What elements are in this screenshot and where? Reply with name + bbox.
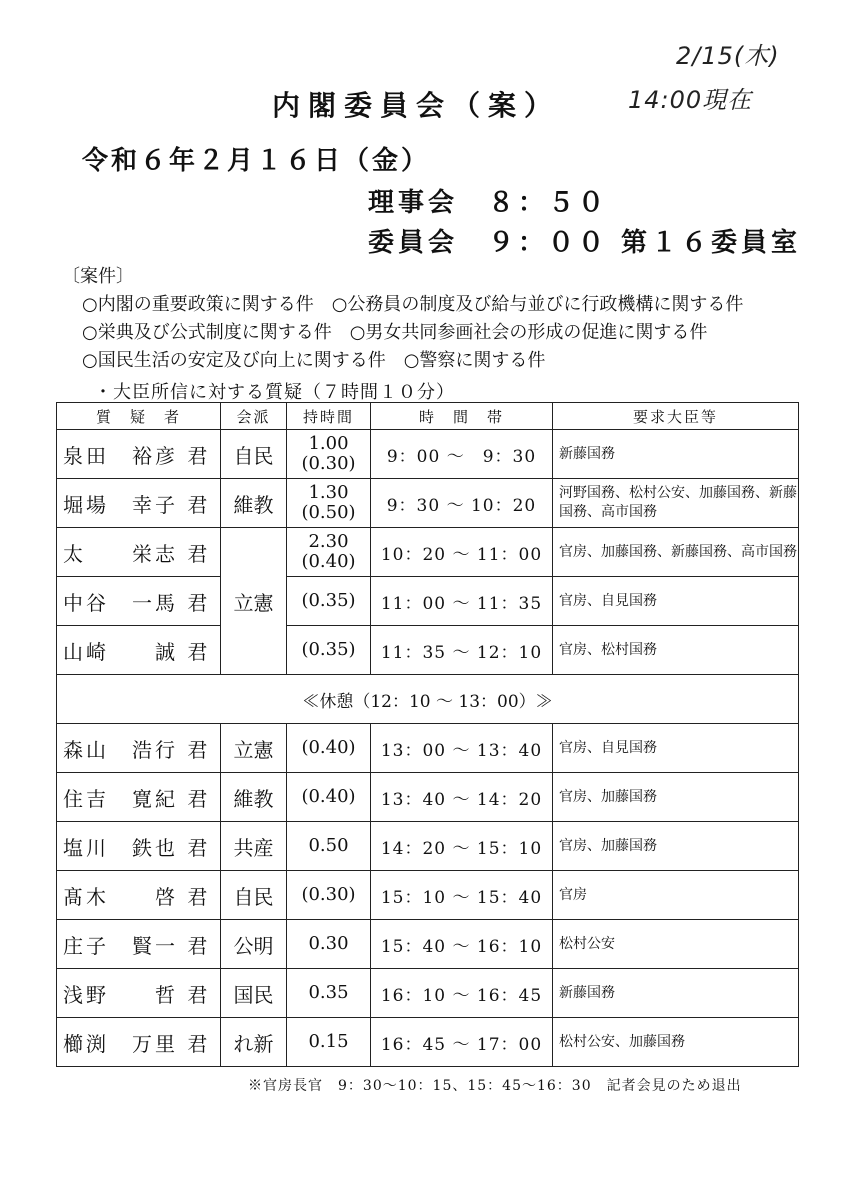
questioner-name: 中谷 一馬 君 [57, 577, 221, 626]
allotted-time: 0.15 [287, 1018, 371, 1067]
table-row [57, 626, 799, 675]
questioner-name: 庄子 賢一 君 [57, 920, 221, 969]
time-slot: 16：45 ～ 17：00 [371, 1018, 553, 1067]
table-row [57, 479, 799, 528]
table-row [57, 822, 799, 871]
time-slot: 11：00 ～ 11：35 [371, 577, 553, 626]
document-title: 内閣委員会（案） [272, 89, 561, 122]
questioner-name: 堀場 幸子 君 [57, 479, 221, 528]
agenda-heading: 〔案件〕 [62, 266, 134, 287]
break-label: ≪休憩（12：10 ～ 13：00）≫ [57, 675, 799, 724]
time-slot: 13：40 ～ 14：20 [371, 773, 553, 822]
header-time-slot: 時 間 帯 [371, 403, 553, 430]
allotted-time [287, 430, 371, 479]
time-slot: 14：20 ～ 15：10 [371, 822, 553, 871]
requested-ministers: 河野国務、松村公安、加藤国務、新藤国務、高市国務 [553, 479, 799, 528]
time-slot: 13：00 ～ 13：40 [371, 724, 553, 773]
requested-ministers: 官房 [553, 871, 799, 920]
table-row [57, 528, 799, 577]
party: 立憲 [221, 724, 287, 773]
break-row [57, 675, 799, 724]
allotted-time-sub: (0.30) [301, 453, 356, 474]
questioner-name: 浅野 哲 君 [57, 969, 221, 1018]
table-row [57, 430, 799, 479]
requested-ministers: 新藤国務 [553, 430, 799, 479]
allotted-time: 0.35 [287, 969, 371, 1018]
party: 自民 [221, 871, 287, 920]
party: 維教 [221, 773, 287, 822]
party: 維教 [221, 479, 287, 528]
party: れ新 [221, 1018, 287, 1067]
party: 国民 [221, 969, 287, 1018]
time-slot: 15：40 ～ 16：10 [371, 920, 553, 969]
allotted-time-main: 1.30 [308, 482, 349, 503]
allotted-time: (0.40) [287, 724, 371, 773]
party: 共産 [221, 822, 287, 871]
allotted-time: (0.30) [287, 871, 371, 920]
allotted-time: 0.50 [287, 822, 371, 871]
schedule-table [56, 402, 799, 1067]
questioner-name: 髙木 啓 君 [57, 871, 221, 920]
table-row [57, 773, 799, 822]
header-questioner: 質 疑 者 [57, 403, 221, 430]
handwritten-date: 2/15(木) [676, 42, 780, 70]
questioner-name: 山崎 誠 君 [57, 626, 221, 675]
header-party: 会派 [221, 403, 287, 430]
requested-ministers: 官房、加藤国務、新藤国務、高市国務 [553, 528, 799, 577]
questioner-name: 泉田 裕彦 君 [57, 430, 221, 479]
agenda-item: ○栄典及び公式制度に関する件 ○男女共同参画社会の形成の促進に関する件 [82, 322, 708, 343]
time-slot: 11：35 ～ 12：10 [371, 626, 553, 675]
handwritten-time: 14:00現在 [628, 86, 753, 114]
requested-ministers: 官房、松村国務 [553, 626, 799, 675]
allotted-time: (0.35) [287, 577, 371, 626]
requested-ministers: 新藤国務 [553, 969, 799, 1018]
allotted-time: (0.40) [287, 773, 371, 822]
questioner-name: 塩川 鉄也 君 [57, 822, 221, 871]
allotted-time-sub: (0.50) [301, 502, 356, 523]
table-row [57, 724, 799, 773]
committee-meeting-time: 委員会 ９：００ 第１６委員室 [368, 228, 802, 258]
allotted-time-main: 1.00 [308, 433, 349, 454]
party: 公明 [221, 920, 287, 969]
requested-ministers: 松村公安 [553, 920, 799, 969]
time-slot: 9：30 ～ 10：20 [371, 479, 553, 528]
meeting-date: 令和６年２月１６日（金） [82, 146, 431, 176]
question-session-title: ・大臣所信に対する質疑（７時間１０分） [94, 382, 455, 403]
party: 自民 [221, 430, 287, 479]
table-row [57, 969, 799, 1018]
table-row [57, 920, 799, 969]
allotted-time-sub: (0.40) [301, 551, 356, 572]
requested-ministers: 松村公安、加藤国務 [553, 1018, 799, 1067]
questioner-name: 櫛渕 万里 君 [57, 1018, 221, 1067]
allotted-time [287, 528, 371, 577]
agenda-item: ○内閣の重要政策に関する件 ○公務員の制度及び給与並びに行政機構に関する件 [82, 294, 744, 315]
questioner-name: 住吉 寛紀 君 [57, 773, 221, 822]
time-slot: 10：20 ～ 11：00 [371, 528, 553, 577]
table-row [57, 871, 799, 920]
board-meeting-time: 理事会 ８：５０ [368, 188, 609, 218]
requested-ministers: 官房、加藤国務 [553, 773, 799, 822]
allotted-time-main: 2.30 [308, 531, 349, 552]
allotted-time: (0.35) [287, 626, 371, 675]
allotted-time [287, 479, 371, 528]
table-header-row [57, 403, 799, 430]
party: 立憲 [221, 528, 287, 675]
questioner-name: 太 栄志 君 [57, 528, 221, 577]
requested-ministers: 官房、加藤国務 [553, 822, 799, 871]
requested-ministers: 官房、自見国務 [553, 724, 799, 773]
allotted-time: 0.30 [287, 920, 371, 969]
header-requested-ministers: 要求大臣等 [553, 403, 799, 430]
footnote: ※官房長官 9：30～10：15、15：45～16：30 記者会見のため退出 [248, 1078, 742, 1094]
time-slot: 9：00 ～ 9：30 [371, 430, 553, 479]
table-row [57, 1018, 799, 1067]
agenda-item: ○国民生活の安定及び向上に関する件 ○警察に関する件 [82, 350, 546, 371]
header-allotted-time: 持時間 [287, 403, 371, 430]
questioner-name: 森山 浩行 君 [57, 724, 221, 773]
time-slot: 15：10 ～ 15：40 [371, 871, 553, 920]
time-slot: 16：10 ～ 16：45 [371, 969, 553, 1018]
table-row [57, 577, 799, 626]
requested-ministers: 官房、自見国務 [553, 577, 799, 626]
